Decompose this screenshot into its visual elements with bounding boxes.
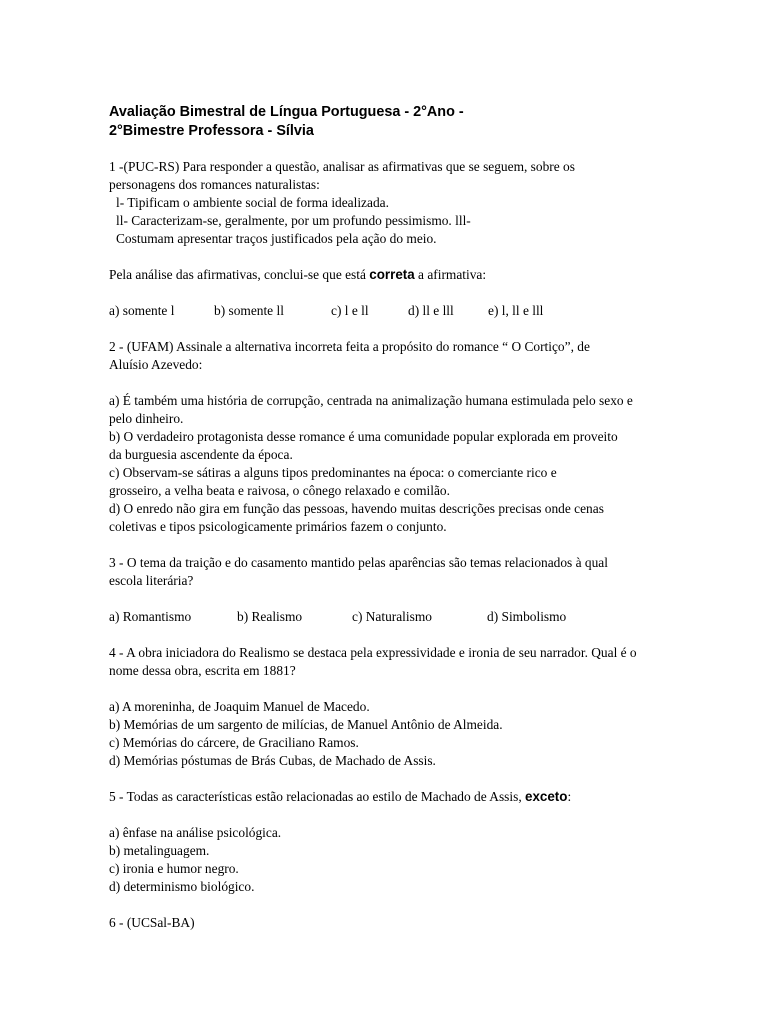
question-1-option-b: b) somente ll (214, 303, 284, 318)
question-5-option-c: c) ironia e humor negro. (109, 861, 239, 876)
question-3-option-c: c) Naturalismo (352, 609, 432, 624)
question-1-options (109, 302, 699, 320)
question-2-text-line-2: Aluísio Azevedo: (109, 357, 203, 372)
question-2-option-d-line-2: coletivas e tipos psicologicamente primários fazem o conjunto. (109, 519, 447, 534)
question-2-option-b-line-2: da burguesia ascendente da época. (109, 447, 293, 462)
question-6 (109, 914, 699, 932)
question-1-statement-1: l- Tipificam o ambiente social de forma idealizada. (116, 195, 389, 210)
question-3-text-line-1: 3 - O tema da traição e do casamento mantido pelas aparências são temas relacionados à qual (109, 555, 608, 570)
question-5-text-after: : (567, 789, 572, 804)
question-1 (109, 158, 699, 320)
question-2-option-a-line-1: a) É também uma história de corrupção, centrada na animalização humana estimulada pelo sexo e (109, 393, 633, 408)
question-4-option-c: c) Memórias do cárcere, de Graciliano Ramos. (109, 735, 359, 750)
question-5-option-d: d) determinismo biológico. (109, 879, 255, 894)
question-4 (109, 644, 699, 770)
question-4-option-b: b) Memórias de um sargento de milícias, de Manuel Antônio de Almeida. (109, 717, 503, 732)
question-2-text-line-1: 2 - (UFAM) Assinale a alternativa incorreta feita a propósito do romance “ O Cortiço”, de (109, 339, 590, 354)
document-page (109, 103, 699, 932)
question-5 (109, 788, 699, 896)
question-1-text-line-2: personagens dos romances naturalistas: (109, 177, 320, 192)
question-4-option-d: d) Memórias póstumas de Brás Cubas, de Machado de Assis. (109, 753, 436, 768)
question-1-option-c: c) l e ll (331, 303, 369, 318)
question-2 (109, 338, 699, 536)
question-5-text-before: 5 - Todas as características estão relacionadas ao estilo de Machado de Assis, (109, 789, 526, 804)
question-5-text-emphasis: exceto (525, 789, 568, 804)
title-line-2: 2°Bimestre Professora - Sílvia (109, 123, 314, 139)
question-3-option-b: b) Realismo (237, 609, 303, 624)
question-1-option-d: d) ll e lll (408, 303, 454, 318)
question-1-prompt-before: Pela análise das afirmativas, conclui-se que está (109, 267, 370, 282)
question-5-text (109, 788, 699, 806)
question-2-option-a-line-2: pelo dinheiro. (109, 411, 184, 426)
question-1-text-line-1: 1 -(PUC-RS) Para responder a questão, analisar as afirmativas que se seguem, sobre os (109, 159, 575, 174)
question-4-option-a: a) A moreninha, de Joaquim Manuel de Macedo. (109, 699, 370, 714)
question-5-option-a: a) ênfase na análise psicológica. (109, 825, 282, 840)
question-4-text-line-1: 4 - A obra iniciadora do Realismo se destaca pela expressividade e ironia de seu narrador. Qual é o (109, 645, 637, 660)
question-1-prompt (109, 266, 699, 284)
question-3-option-d: d) Simbolismo (487, 609, 567, 624)
question-3-options (109, 608, 699, 626)
question-2-option-b-line-1: b) O verdadeiro protagonista desse romance é uma comunidade popular explorada em proveito (109, 429, 618, 444)
question-5-option-b: b) metalinguagem. (109, 843, 210, 858)
question-1-option-a: a) somente l (109, 303, 175, 318)
title-line-1: Avaliação Bimestral de Língua Portuguesa - 2°Ano - (109, 104, 464, 120)
question-6-text: 6 - (UCSal-BA) (109, 915, 195, 930)
question-1-prompt-emphasis: correta (369, 267, 415, 282)
question-1-statement-3: Costumam apresentar traços justificados pela ação do meio. (116, 231, 437, 246)
question-1-option-e: e) l, ll e lll (488, 303, 544, 318)
question-3-text-line-2: escola literária? (109, 573, 194, 588)
question-2-option-c-line-2: grosseiro, a velha beata e raivosa, o cônego relaxado e comilão. (109, 483, 450, 498)
question-2-option-d-line-1: d) O enredo não gira em função das pessoas, havendo muitas descrições precisas onde cenas (109, 501, 604, 516)
question-2-option-c-line-1: c) Observam-se sátiras a alguns tipos predominantes na época: o comerciante rico e (109, 465, 557, 480)
question-1-prompt-after: a afirmativa: (414, 267, 487, 282)
question-4-text-line-2: nome dessa obra, escrita em 1881? (109, 663, 296, 678)
document-title (109, 103, 699, 141)
question-3-option-a: a) Romantismo (109, 609, 192, 624)
question-1-statement-2: ll- Caracterizam-se, geralmente, por um profundo pessimismo. lll- (116, 213, 471, 228)
question-3 (109, 554, 699, 626)
